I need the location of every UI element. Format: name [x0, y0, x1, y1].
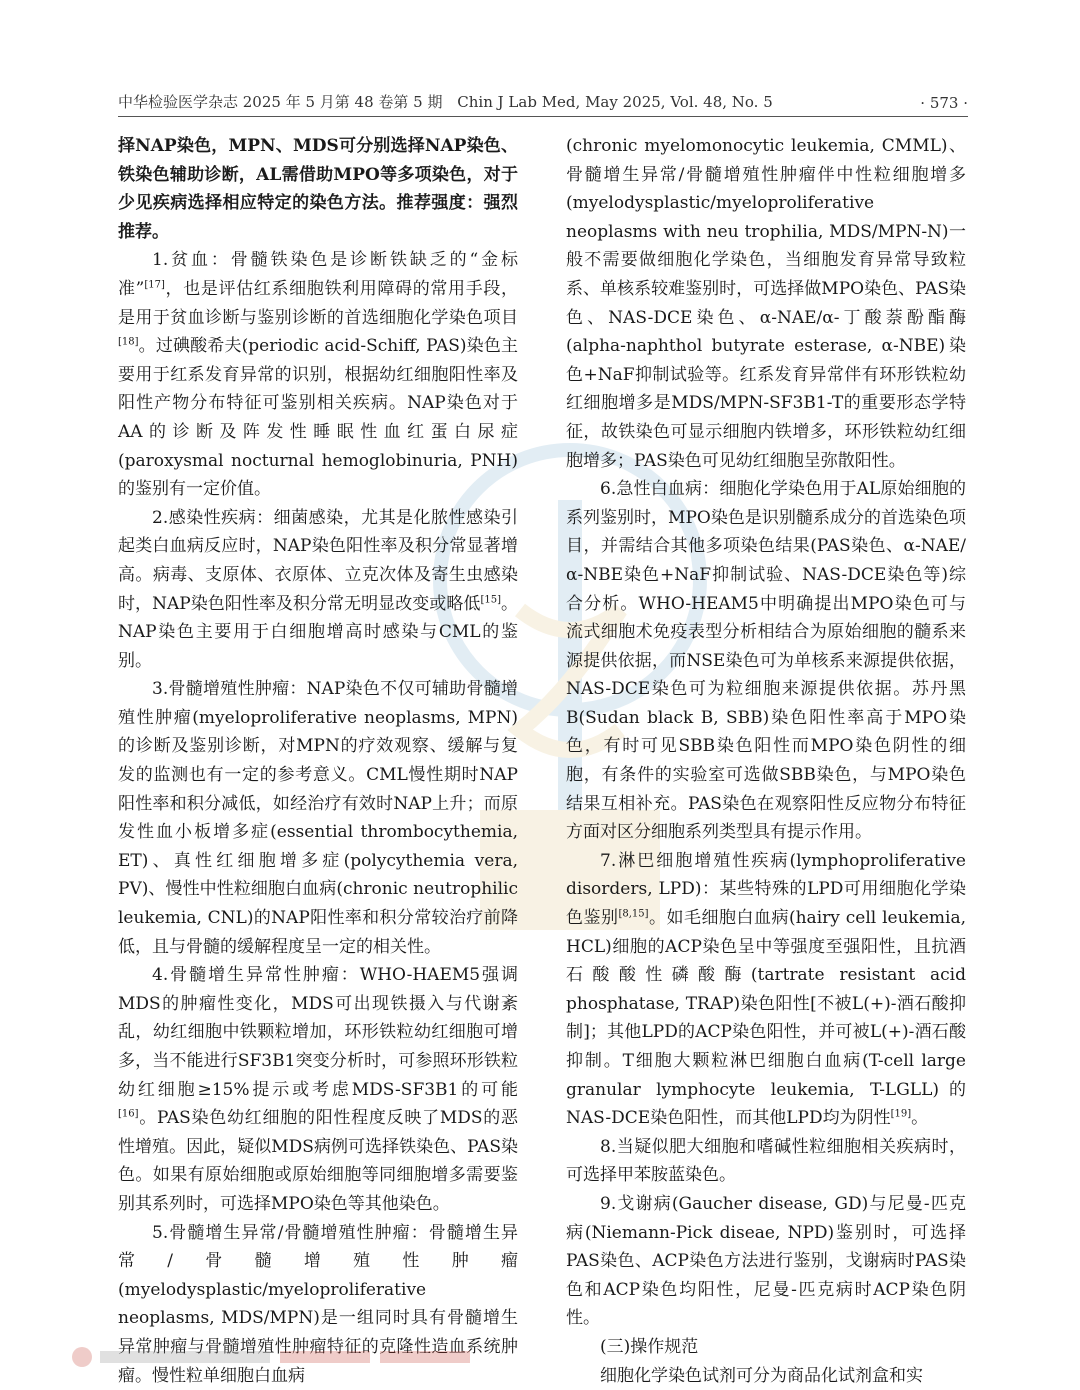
citation-ref: [15] [480, 593, 501, 605]
citation-ref: [17] [144, 279, 165, 291]
citation-ref: [18] [118, 336, 139, 348]
paragraph-procedure: 细胞化学染色试剂可分为商品化试剂盒和实 [600, 1365, 923, 1386]
publisher-logo-footer [70, 1345, 530, 1369]
paragraph-gaucher: 9.戈谢病(Gaucher disease, GD)与尼曼-匹克病(Niemann-Pick diseae, NPD)鉴别时，可选择PAS染色、ACP染色方法进行鉴别，戈谢病时PAS染色和ACP染色均阳性，尼曼-匹克病时ACP染色阴性。 [566, 1193, 966, 1329]
paragraph-lpd: 7.淋巴细胞增殖性疾病(lymphoproliferative disorders, LPD)：某些特殊的LPD可用细胞化学染色鉴别[8,15]。如毛细胞白血病(hairy cell leukemia, HCL)细胞的ACP染色呈中等强度至强阳性，且抗酒石酸酸性磷酸酶(tartrate resistant acid phosphatase, TRAP)染色阳性[不被L(+)-酒石酸抑制]；其他LPD的ACP染色阳性，并可被L(+)-酒石酸抑制。T细胞大颗粒淋巴细胞白血病(T-cell large granular lymphocyte leukemia, T-LGLL)的NAS-DCE染色阳性，而其他LPD均为阴性[19]。 [566, 850, 967, 1129]
citation-ref: [8,15] [618, 908, 649, 920]
journal-citation [118, 91, 783, 112]
paragraph-acute-leukemia: 6.急性白血病：细胞化学染色用于AL原始细胞的系列鉴别时，MPO染色是识别髓系成分的首选染色项目，并需结合其他多项染色结果(PAS染色、α-NAE/α-NBE染色+NaF抑制试验、NAS-DCE染色等)综合分析。WHO-HEAM5中明确提出MPO染色可与流式细胞术免疫表型分析相结合为原始细胞的髓系来源提供依据，而NSE染色可为单核系来源提供依据，NAS-DCE染色可为粒细胞来源提供依据。苏丹黑B(Sudan black B, SBB)染色阳性率高于MPO染色，有时可见SBB染色阳性而MPO染色阴性的细胞，有条件的实验室可选做SBB染色，与MPO染色结果互相补充。PAS染色在观察阳性反应物分布特征方面对区分细胞系列类型具有提示作用。 [566, 479, 966, 843]
paragraph-mds-mpn: 5.骨髓增生异常/骨髓增殖性肿瘤：骨髓增生异常/骨髓增殖性肿瘤(myelodysplastic/myeloproliferative neoplasms, MDS/MPN)是一组同时具有骨髓增生异常肿瘤与骨髓增殖性肿瘤特征的克隆性造血系统肿瘤。慢性粒单细胞白血病 [118, 1222, 518, 1386]
recommendation-paragraph: 择NAP染色，MPN、MDS可分别选择NAP染色、铁染色辅助诊断，AL需借助MPO等多项染色，对于少见疾病选择相应特定的染色方法。推荐强度：强烈推荐。 [118, 136, 518, 242]
citation-ref: [16] [118, 1108, 139, 1120]
journal-title-en: Chin J Lab Med, May 2025, Vol. 48, No. 5 [457, 93, 773, 111]
paragraph-anemia: 1.贫血：骨髓铁染色是诊断铁缺乏的“金标准”[17]，也是评估红系细胞铁利用障碍的常用手段，是用于贫血诊断与鉴别诊断的首选细胞化学染色项目[18]。过碘酸希夫(periodic acid-Schiff, PAS)染色主要用于红系发育异常的识别，根据幼红细胞阳性率及阳性产物分布特征可鉴别相关疾病。NAP染色对于AA的诊断及阵发性睡眠性血红蛋白尿症(paroxysmal nocturnal hemoglobinuria, PNH)的鉴别有一定价值。 [118, 250, 518, 500]
paragraph-infection: 2.感染性疾病：细菌感染，尤其是化脓性感染引起类白血病反应时，NAP染色阳性率及积分常显著增高。病毒、支原体、衣原体、立克次体及寄生虫感染时，NAP染色阳性率及积分常无明显改变或略低[15]。NAP染色主要用于白细胞增高时感染与CML的鉴别。 [118, 507, 519, 671]
left-column [118, 132, 518, 1390]
paragraph-mds: 4.骨髓增生异常性肿瘤：WHO-HAEM5强调MDS的肿瘤性变化，MDS可出现铁摄入与代谢紊乱，幼红细胞中铁颗粒增加，环形铁粒幼红细胞可增多，当不能进行SF3B1突变分析时，可参照环形铁粒幼红细胞≥15%提示或考虑MDS-SF3B1的可能[16]。PAS染色幼红细胞的阳性程度反映了MDS的恶性增殖。因此，疑似MDS病例可选择铁染色、PAS染色。如果有原始细胞或原始细胞等同细胞增多需要鉴别其系列时，可选择MPO染色等其他染色。 [118, 965, 518, 1214]
paragraph-mpn: 3.骨髓增殖性肿瘤：NAP染色不仅可辅助骨髓增殖性肿瘤(myeloproliferative neoplasms, MPN)的诊断及鉴别诊断，对MPN的疗效观察、缓解与复发的监测也有一定的参考意义。CML慢性期时NAP阳性率和积分减低，如经治疗有效时NAP上升；而原发性血小板增多症(essential thrombocythemia, ET)、真性红细胞增多症(polycythemia vera, PV)、慢性中性粒细胞白血病(chronic neutrophilic leukemia, CNL)的NAP阳性率和积分常较治疗前降低，且与骨髓的缓解程度呈一定的相关性。 [118, 679, 518, 957]
page-number: · 573 · [920, 94, 968, 112]
journal-title-cn: 中华检验医学杂志 2025 年 5 月第 48 卷第 5 期 [118, 93, 443, 111]
section-heading: (三)操作规范 [600, 1336, 699, 1357]
running-header [118, 86, 968, 117]
citation-ref: [19] [890, 1108, 912, 1120]
paragraph-mast-cell: 8.当疑似肥大细胞和嗜碱性粒细胞相关疾病时，可选择甲苯胺蓝染色。 [566, 1136, 966, 1186]
right-column [566, 132, 966, 1390]
paragraph-continued: (chronic myelomonocytic leukemia, CMML)、骨髓增生异常/骨髓增殖性肿瘤伴中性粒细胞增多(myelodysplastic/myeloproliferative neoplasms with neu trophilia, MDS/MPN-N)一般不需要做细胞化学染色，当细胞发育异常导致粒系、单核系较难鉴别时，可选择做MPO染色、PAS染色、NAS-DCE染色、α-NAE/α-丁酸萘酚酯酶(alpha-naphthol butyrate esterase, α-NBE)染色+NaF抑制试验等。红系发育异常伴有环形铁粒幼红细胞增多是MDS/MPN-SF3B1-T的重要形态学特征，故铁染色可显示细胞内铁增多，环形铁粒幼红细胞增多；PAS染色可见幼红细胞呈弥散阳性。 [566, 136, 966, 471]
